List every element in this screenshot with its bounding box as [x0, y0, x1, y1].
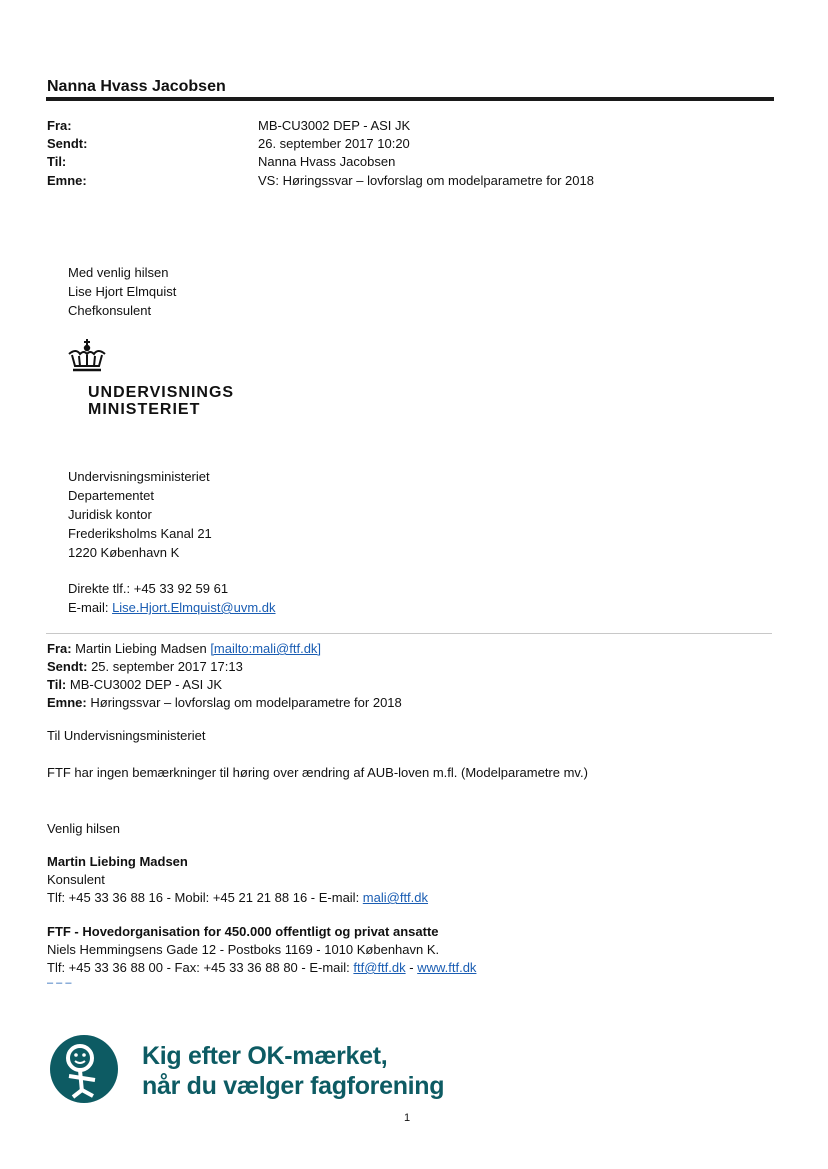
sender-name: Nanna Hvass Jacobsen [47, 78, 226, 95]
ok-banner-text [142, 1041, 444, 1101]
body-closing: Venlig hilsen [47, 821, 120, 836]
signature-block [68, 263, 176, 320]
fwd-to-label: Til: [47, 677, 67, 692]
ok-badge-icon [49, 1034, 119, 1104]
crown-icon [66, 338, 110, 374]
sender-name-bold: Martin Liebing Madsen [47, 854, 188, 869]
signature-phone: Direkte tlf.: +45 33 92 59 61 [68, 581, 229, 596]
body-message: FTF har ingen bemærkninger til høring over ændring af AUB-loven m.fl. (Modelparametre mv.) [47, 765, 588, 780]
fwd-sent-label: Sendt: [47, 659, 88, 674]
fwd-from-name: Martin Liebing Madsen [71, 641, 211, 656]
fwd-sent-value: 25. september 2017 17:13 [87, 659, 243, 674]
org-contact-line [47, 959, 476, 977]
page-number: 1 [404, 1112, 411, 1124]
signature-title: Chefkonsulent [68, 303, 152, 318]
ok-line-2: når du vælger fagforening [142, 1072, 445, 1100]
dash-separator: – – – [47, 977, 72, 989]
signature-contact [68, 579, 276, 617]
signature-email-line [68, 598, 276, 617]
signature-email-link[interactable]: Lise.Hjort.Elmquist@uvm.dk [112, 600, 276, 615]
fwd-from-line [47, 640, 402, 658]
ministry-logo-text [88, 384, 234, 418]
org-name: FTF - Hovedorganisation for 450.000 offentligt og privat ansatte [47, 924, 439, 939]
to-value: Nanna Hvass Jacobsen [258, 154, 396, 169]
header-rule [46, 97, 774, 101]
address-line: Undervisningsministeriet [68, 469, 210, 484]
fwd-sent-line [47, 658, 402, 676]
org-web-link[interactable]: www.ftf.dk [417, 960, 477, 975]
sender-title: Konsulent [47, 872, 105, 887]
to-label: Til: [47, 154, 67, 169]
ok-line-1: Kig efter OK-mærket, [142, 1042, 388, 1070]
address-line: Juridisk kontor [68, 507, 152, 522]
fwd-to-line [47, 676, 402, 694]
org-separator: - [405, 960, 418, 975]
subject-value: VS: Høringssvar – lovforslag om modelparametre for 2018 [258, 173, 594, 188]
sent-value: 26. september 2017 10:20 [258, 136, 410, 151]
org-signature [47, 923, 476, 989]
forwarded-header [47, 640, 402, 712]
subject-label: Emne: [47, 173, 87, 188]
sent-label: Sendt: [47, 136, 88, 151]
org-address: Niels Hemmingsens Gade 12 - Postboks 1169 - 1010 København K. [47, 942, 440, 957]
address-line: 1220 København K [68, 545, 180, 560]
sender-email-link[interactable]: mali@ftf.dk [362, 890, 429, 905]
address-line: Departementet [68, 488, 154, 503]
from-label: Fra: [47, 118, 72, 133]
logo-line-1: UNDERVISNINGS [88, 384, 235, 401]
from-value: MB-CU3002 DEP - ASI JK [258, 118, 411, 133]
fwd-subject-label: Emne: [47, 695, 87, 710]
body-salutation: Til Undervisningsministeriet [47, 728, 206, 743]
fwd-subject-value: Høringssvar – lovforslag om modelparametre for 2018 [86, 695, 402, 710]
org-contact-prefix: Tlf: +45 33 36 88 00 - Fax: +45 33 36 88 80 - E-mail: [47, 960, 354, 975]
address-line: Frederiksholms Kanal 21 [68, 526, 212, 541]
fwd-from-mailto-link[interactable]: [mailto:mali@ftf.dk] [210, 641, 322, 656]
sender-signature [47, 853, 428, 907]
sender-contact-line [47, 889, 428, 907]
fwd-to-value: MB-CU3002 DEP - ASI JK [66, 677, 223, 692]
contact-prefix: Tlf: +45 33 36 88 16 - Mobil: +45 21 21 88 16 - E-mail: [47, 890, 363, 905]
signature-address [68, 467, 212, 562]
signature-name: Lise Hjort Elmquist [68, 284, 177, 299]
fwd-subject-line [47, 694, 402, 712]
logo-line-2: MINISTERIET [88, 401, 201, 418]
signature-greeting: Med venlig hilsen [68, 265, 169, 280]
fwd-from-label: Fra: [47, 641, 72, 656]
forward-divider [46, 633, 772, 634]
email-prefix: E-mail: [68, 600, 113, 615]
org-email-link[interactable]: ftf@ftf.dk [353, 960, 406, 975]
